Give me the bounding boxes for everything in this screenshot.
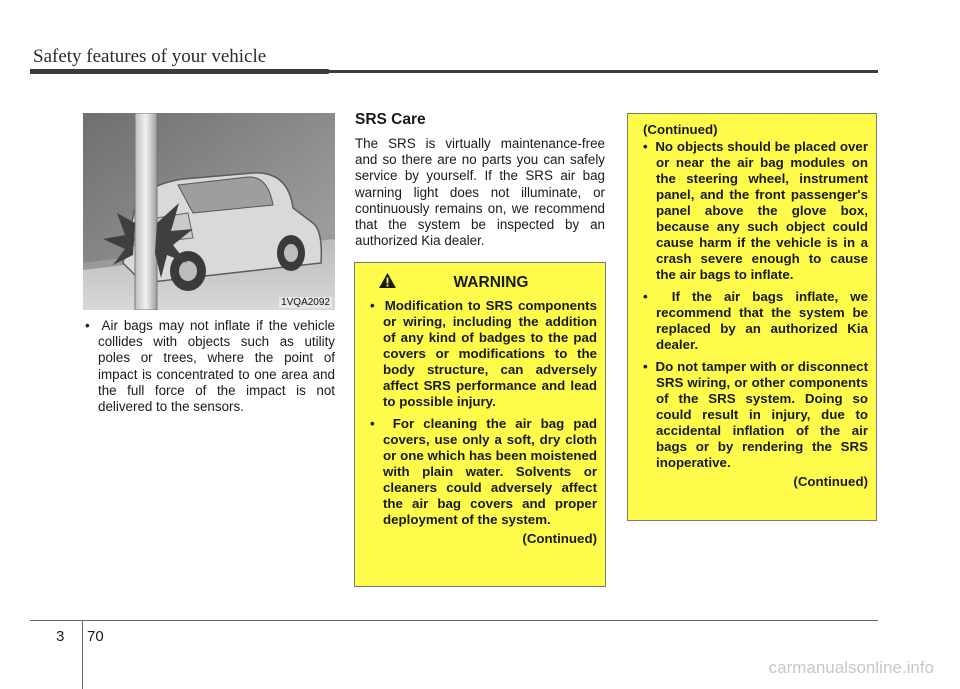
continued-item: • If the air bags inflate, we recommend that the system be replaced by an authorized Kia dealer. [643, 289, 868, 352]
continued-item-text: No objects should be placed over or near the air bag modules on the steering wheel, instrument panel, and the front passenger's panel above the glove box, because any such object could cause harm if the vehicle is in a crash severe enough to cause the air bags to inflate. [655, 139, 869, 282]
continued-list [643, 122, 868, 490]
warning-continued: (Continued) [522, 531, 597, 546]
continued-warning-box [627, 113, 877, 521]
bullet-item-text: Air bags may not inflate if the vehicle collides with objects such as utility poles or trees, where the point of impact is concentrated to one area and the full force of the impact is not delivered to the sensors. [98, 318, 335, 415]
warning-box [354, 262, 606, 587]
continued-bottom-label: (Continued) [793, 474, 868, 489]
left-bullet-paragraph [85, 318, 335, 415]
chapter-number: 3 [56, 628, 65, 645]
continued-item: • No objects should be placed over or near the air bag modules on the steering wheel, instrument panel, and the front passenger's panel above the glove box, because any such object could cause harm if the vehicle is in a crash severe enough to cause the air bags to inflate. [643, 139, 869, 282]
continued-top-label: (Continued) [643, 122, 718, 137]
warning-item-text: Modification to SRS components or wiring, including the addition of any kind of badges to the pad covers or modifications to the body structure, can adversely affect SRS performance and lead to possible injury. [383, 298, 597, 409]
bullet-item [85, 318, 335, 415]
srs-care-title: SRS Care [355, 111, 426, 128]
page-header-title: Safety features of your vehicle [33, 46, 267, 67]
warning-item: • Modification to SRS components or wiring, including the addition of any kind of badges to the pad covers or modifications to the body structure, can adversely affect SRS performance and lead to possible injury. [370, 298, 597, 409]
warning-list [370, 298, 597, 547]
warning-item-text: For cleaning the air bag pad covers, use only a soft, dry cloth or one which has been moistened with plain water. Solvents or cleaners could adversely affect the air bag covers and proper deployment of the system. [383, 416, 597, 527]
figure-car-hitting-pole [83, 113, 335, 310]
warning-heading-text: WARNING [453, 274, 529, 291]
continued-item-text: If the air bags inflate, we recommend that the system be replaced by an authorized Kia dealer. [656, 289, 868, 352]
car-pole-illustration [83, 113, 335, 310]
footer-divider [82, 620, 83, 689]
srs-care-body: The SRS is virtually maintenance-free and so there are no parts you can safely service by yourself. If the SRS air bag warning light does not illuminate, or continuously remains on, we recommend that the system be inspected by an authorized Kia dealer. [355, 136, 605, 249]
warning-heading [355, 274, 605, 292]
footer-rule [30, 620, 878, 621]
continued-item: • Do not tamper with or disconnect SRS wiring, or other components of the SRS system. Doing so could result in injury, due to accidental inflation of the air bags or by rendering the SRS inoperative. [643, 359, 868, 470]
continued-item-text: Do not tamper with or disconnect SRS wiring, or other components of the SRS system. Doing so could result in injury, due to accidental inflation of the air bags or by rendering the SRS inoperative. [655, 359, 868, 470]
bullet-dot: • [85, 318, 102, 333]
header-rule-accent [30, 69, 330, 74]
page-number: 70 [87, 628, 104, 645]
watermark: carmanualsonline.info [768, 658, 934, 677]
warning-item: • For cleaning the air bag pad covers, use only a soft, dry cloth or one which has been moistened with plain water. Solvents or cleaners could adversely affect the air bag covers and proper deployment of the system. [370, 416, 597, 527]
figure-label: 1VQA2092 [281, 297, 330, 308]
